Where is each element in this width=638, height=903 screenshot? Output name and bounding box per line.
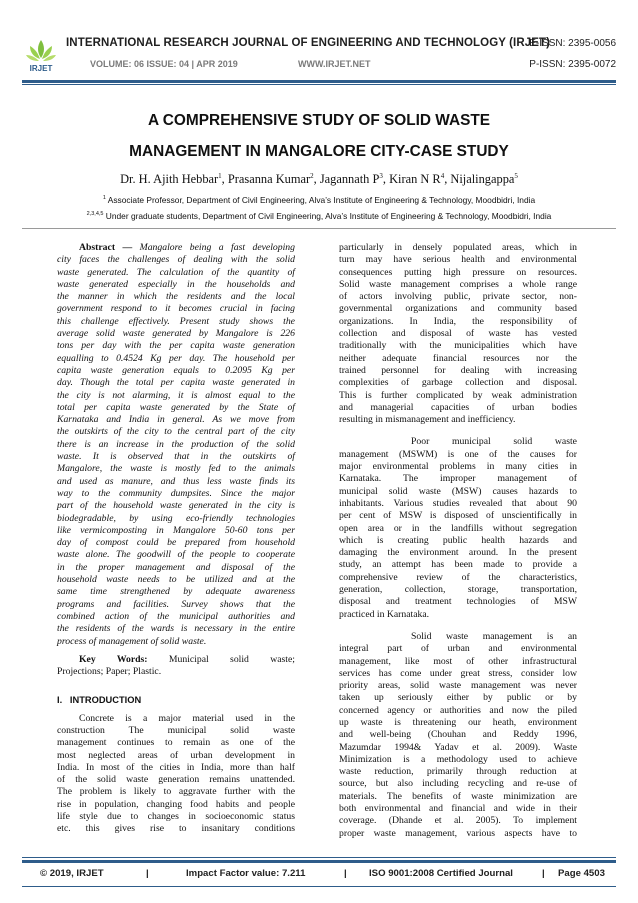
text-line: per cent of MSW is disposed of unscientifically in bbox=[339, 510, 577, 522]
abstract-line: part of the household waste generated in the city is bbox=[57, 500, 295, 512]
paper-title-line-2: MANAGEMENT IN MANGALORE CITY-CASE STUDY bbox=[129, 143, 509, 160]
text-line: management, like most of other infrastructural bbox=[339, 655, 577, 667]
volume-issue-line bbox=[90, 59, 371, 69]
journal-name: INTERNATIONAL RESEARCH JOURNAL OF ENGINEERING AND TECHNOLOGY (IRJET) bbox=[66, 37, 551, 49]
text-line: Minimization is a methodology used to achieve bbox=[339, 753, 577, 765]
text-line: and managerial capacities of urban bodies bbox=[339, 401, 577, 413]
intro-line: etc. this gives rise to insanitary conditions bbox=[57, 823, 295, 835]
abstract-line: government respond to it becomes crucial in facing bbox=[57, 303, 295, 315]
abstract-line: waste generated especially in the households and bbox=[57, 278, 295, 290]
text-line: damaging the environment around. In the present bbox=[339, 547, 577, 559]
text-line: study, an attempt has been made to provide a bbox=[339, 559, 577, 571]
irjet-logo-icon bbox=[22, 36, 60, 74]
abstract-line: tons per day with the per capita waste generation bbox=[57, 340, 295, 352]
abstract-line: waste generated. The calculation of the quantity of bbox=[57, 266, 295, 278]
right-column bbox=[339, 242, 577, 840]
text-line: Poor municipal solid waste bbox=[411, 436, 577, 448]
abstract-label: Abstract — bbox=[79, 242, 133, 253]
abstract-line: in the proper management and disposal of the bbox=[57, 561, 295, 573]
intro-line: construction The municipal solid waste bbox=[57, 724, 295, 736]
text-line: traditionally with the municipalities which have bbox=[339, 340, 577, 352]
author: Dr. H. Ajith Hebbar$^1$, bbox=[120, 172, 228, 187]
text-line: particularly in densely populated areas, which in bbox=[339, 242, 577, 253]
abstract-line: equalling to 0.4524 Kg per day. The household per bbox=[57, 352, 295, 364]
abstract-line: the outskirts of the city to the central part of the city bbox=[57, 426, 295, 438]
text-line: consequences putting high pressure on resources. bbox=[339, 266, 577, 278]
text-line: governmental organizations and community based bbox=[339, 303, 577, 315]
author-list bbox=[30, 172, 608, 187]
text-line: Karnataka. The improper management of bbox=[339, 473, 577, 485]
text-line: generation, collection, storage, transportation, bbox=[339, 584, 577, 596]
abstract-line: Mangalore, the waste is mostly fed to the animals bbox=[57, 463, 295, 475]
text-line: Mazumdar 1994& Yadav et al. 2009). Waste bbox=[339, 741, 577, 753]
intro-line: The problem is likely to aggravate further with the bbox=[57, 786, 295, 798]
journal-header bbox=[22, 36, 616, 76]
footer-impact-factor: Impact Factor value: 7.211 bbox=[186, 868, 306, 879]
footer-divider bbox=[22, 860, 616, 863]
text-line: and well-being (Chouhan and Reddy 1996, bbox=[339, 729, 577, 741]
text-line: coverage. (Dhande et al. 2005). To implement bbox=[339, 815, 577, 827]
text-line: resulting in mismanagement and inefficiency. bbox=[339, 414, 516, 426]
text-line: collection and disposal of waste has vested bbox=[339, 328, 577, 340]
keywords-line: Projections; Paper; Plastic. bbox=[57, 666, 162, 678]
text-line: proper waste management, various aspects have to bbox=[339, 827, 577, 839]
text-line: priority areas, solid waste management was never bbox=[339, 680, 577, 692]
intro-line: life style due to changes in socioeconomic status bbox=[57, 811, 295, 823]
paragraph-2 bbox=[339, 436, 577, 620]
e-issn: E-ISSN: 2395-0056 bbox=[529, 38, 616, 49]
text-line: integral part of urban and environmental bbox=[339, 643, 577, 655]
text-line: municipal solid waste (MSW) causes hazards to bbox=[339, 485, 577, 497]
abstract-line: there is an increase in the production of the solid bbox=[57, 438, 295, 450]
author: Prasanna Kumar$^2$, bbox=[227, 172, 320, 187]
intro-line: India. In most of the cities in India, more than half bbox=[57, 761, 295, 773]
abstract-line: biodegradable, by using eco-friendly technologies bbox=[57, 512, 295, 524]
abstract-line: and used as manure, and thus less waste finds its bbox=[57, 475, 295, 487]
abstract-line: combined action of the municipal authorities and bbox=[57, 610, 295, 622]
text-line: disposal and treatment technologies of MSW bbox=[339, 596, 577, 608]
header-divider-thin bbox=[22, 84, 616, 85]
introduction-text bbox=[57, 713, 295, 836]
author: Jagannath $P^3$, bbox=[319, 172, 390, 187]
text-line: comprehensive review of the characteristics, bbox=[339, 571, 577, 583]
text-line: waste reduction, primarily through reduction at bbox=[339, 766, 577, 778]
abstract-line: household waste needs to be utilized and at the bbox=[57, 574, 295, 586]
text-line: neither adequate financial resources nor the bbox=[339, 352, 577, 364]
text-line: Solid waste management comprises a whole range bbox=[339, 278, 577, 290]
abstract-line: day. Though the total per capita waste generated in bbox=[57, 377, 295, 389]
text-line: materials. The benefits of waste minimization are bbox=[339, 790, 577, 802]
text-line: practiced in Karnataka. bbox=[339, 608, 430, 620]
text-line: trained personnel for dealing with increasing bbox=[339, 364, 577, 376]
text-line: open area or in the landfills without segregation bbox=[339, 522, 577, 534]
intro-line: most neglected areas of urban development in bbox=[57, 749, 295, 761]
abstract-line: same time strengthened by adequate awareness bbox=[57, 586, 295, 598]
footer-separator: | bbox=[146, 868, 149, 879]
text-line: services has come under great stress, consider low bbox=[339, 667, 577, 679]
abstract-line: process of management of solid waste. bbox=[57, 635, 207, 647]
footer-separator: | bbox=[344, 868, 347, 879]
footer-iso: ISO 9001:2008 Certified Journal bbox=[369, 868, 513, 879]
abstract-line: Karnataka and India in general. As we move from bbox=[57, 414, 295, 426]
footer-divider-thin bbox=[22, 857, 616, 858]
footer-copyright: © 2019, IRJET bbox=[40, 868, 104, 879]
text-line: management (MSWM) is one of the causes for bbox=[339, 448, 577, 460]
keywords: Key Words: Municipal solid waste; bbox=[79, 653, 295, 665]
abstract-line: waste alone. The goodwill of the people to cooperate bbox=[57, 549, 295, 561]
volume-issue: VOLUME: 06 ISSUE: 04 | APR 2019 bbox=[90, 59, 238, 69]
abstract-line: the residents of the wards is necessary in the entire bbox=[57, 623, 295, 635]
text-line: source, but also including recycling and re-use of bbox=[339, 778, 577, 790]
abstract-line: the city is not alarming, it is almost equal to the bbox=[57, 389, 295, 401]
paragraph-1 bbox=[339, 242, 577, 426]
author: Nijalingappa$^5$ bbox=[450, 172, 518, 187]
text-line: both environmental and financial and wide in their bbox=[339, 803, 577, 815]
intro-line: Concrete is a major material used in the bbox=[79, 712, 295, 724]
abstract-line: programs and facilities. Survey shows that the bbox=[57, 598, 295, 610]
text-line: turn may have serious health and environmental bbox=[339, 254, 577, 266]
abstract-line: like vermicomposting in Mangalore 50-60 tons per bbox=[57, 524, 295, 536]
abstract-line: waste. It is observed that in the outskirts of bbox=[57, 451, 295, 463]
text-line: complexities of garbage collection and disposal. bbox=[339, 377, 577, 389]
text-line: up waste is threatening our heath, environment bbox=[339, 716, 577, 728]
abstract-line: this challenge effectively. Present study shows the bbox=[57, 315, 295, 327]
left-column bbox=[57, 242, 295, 836]
keywords-label: Key Words: bbox=[79, 653, 148, 665]
affiliation-1: $^1$ Associate Professor, Department of Civil Engineering, Alva’s Institute of Engineering & Technology, Moodbidri, India bbox=[102, 195, 536, 205]
text-line: organizations. In India, the responsibility of bbox=[339, 315, 577, 327]
footer-separator: | bbox=[542, 868, 545, 879]
affiliation-2: $^{2,3,4,5}$ Under graduate students, Department of Civil Engineering, Alva’s Institute of Engineering & Technology, Moodbidri, India bbox=[86, 211, 552, 221]
intro-line: rise in population, changing food habits and people bbox=[57, 798, 295, 810]
text-line: which is creating public health hazards and bbox=[339, 534, 577, 546]
text-line: This is further complicated by weak administration bbox=[339, 389, 577, 401]
section-heading-introduction: I. INTRODUCTION bbox=[57, 695, 142, 706]
irjet-logo bbox=[22, 36, 60, 74]
title-divider bbox=[22, 228, 616, 229]
header-divider bbox=[22, 80, 616, 83]
abstract-line: average solid waste generated by Mangalore is 226 bbox=[57, 328, 295, 340]
abstract-line: city faces the challenges of dealing with the solid bbox=[57, 254, 295, 266]
abstract-line: total per capita waste generated by the State of bbox=[57, 401, 295, 413]
svg-text:IRJET: IRJET bbox=[29, 64, 53, 73]
intro-line: of the solid waste generation remains unattended. bbox=[57, 774, 295, 786]
abstract bbox=[57, 242, 295, 648]
paper-title-line-1: A COMPREHENSIVE STUDY OF SOLID WASTE bbox=[147, 112, 491, 129]
text-line: major environmental problems in many cities in bbox=[339, 461, 577, 473]
abstract-line: Abstract — Mangalore being a fast developing bbox=[79, 242, 295, 253]
abstract-line: day of compost could be prepared from household bbox=[57, 537, 295, 549]
abstract-line: the manner in which the residents and the local bbox=[57, 291, 295, 303]
text-line: Solid waste management is an bbox=[411, 630, 577, 642]
text-line: inhabitants. Various studies revealed that about 90 bbox=[339, 497, 577, 509]
intro-line: management continues to remain as one of the bbox=[57, 737, 295, 749]
text-line: taken up seriously either by public or by bbox=[339, 692, 577, 704]
footer-bottom-divider bbox=[22, 886, 616, 887]
abstract-line: capita waste generation equals to 0.2095 Kg per bbox=[57, 364, 295, 376]
text-line: of actors involving public, private sector, non- bbox=[339, 291, 577, 303]
journal-website[interactable]: WWW.IRJET.NET bbox=[298, 59, 371, 69]
abstract-line: way to the community dumpsites. Since the major bbox=[57, 487, 295, 499]
footer-page-number: Page 4503 bbox=[558, 868, 605, 879]
text-line: concerned agency or authorities and now the piled bbox=[339, 704, 577, 716]
p-issn: P-ISSN: 2395-0072 bbox=[529, 59, 616, 70]
paragraph-3 bbox=[339, 631, 577, 840]
author: Kiran N $R^4$, bbox=[389, 172, 451, 187]
